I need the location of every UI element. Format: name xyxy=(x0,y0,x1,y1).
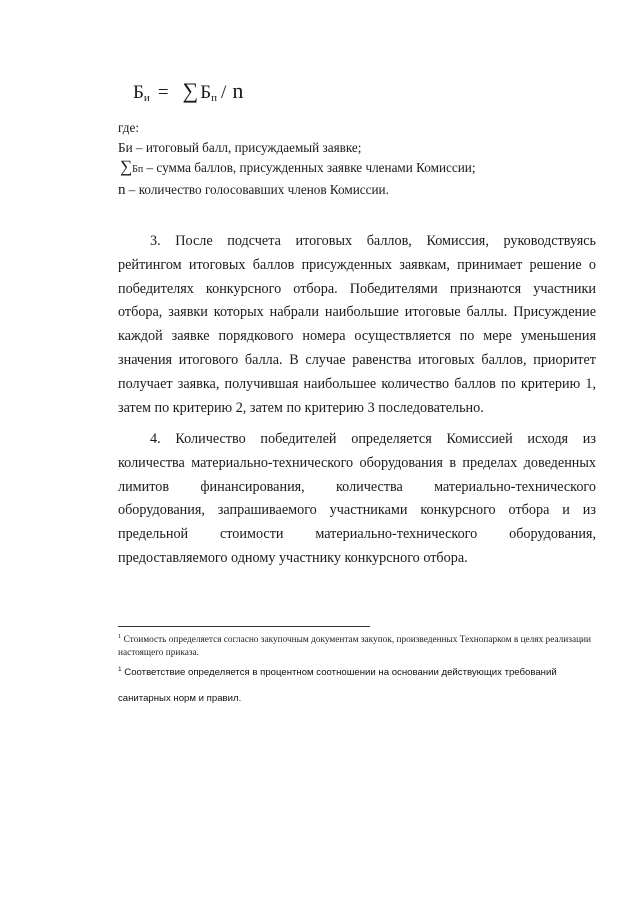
definition-line-1: Би – итоговый балл, присуждаемый заявке; xyxy=(118,139,362,155)
definition-line-2 xyxy=(118,157,476,180)
formula-rhs: Б xyxy=(200,82,212,103)
formula-definitions xyxy=(118,118,476,200)
definition-n-symbol: n xyxy=(118,181,126,198)
definition-sum-symbol: Б xyxy=(132,164,138,175)
formula-rhs-subscript: п xyxy=(211,92,218,104)
definition-line-3-text: – количество голосовавших членов Комиссии. xyxy=(125,181,389,197)
footnote-2 xyxy=(118,657,604,712)
footnote-2-mark: 1 xyxy=(118,666,122,673)
definition-line-2-text: – сумма баллов, присужденных заявке членами Комиссии; xyxy=(143,160,476,175)
definitions-where: где: xyxy=(118,120,139,135)
definition-line-3 xyxy=(118,180,476,201)
footnote-2-text: Соответствие определяется в процентном соотношении на основании действующих требований санитарных норм и правил. xyxy=(118,667,557,705)
footnote-separator xyxy=(118,626,370,627)
formula-lhs: Б xyxy=(133,82,144,103)
sigma-icon: ∑ xyxy=(182,78,199,103)
sigma-icon: ∑ xyxy=(120,157,133,176)
formula-slash: / xyxy=(221,82,227,103)
footnote-1-text: Стоимость определяется согласно закупочным документам закупок, произведенных Технопарком в целях реализации настоящего приказа. xyxy=(118,635,591,658)
footnote-1 xyxy=(118,631,604,659)
formula-n: n xyxy=(232,78,244,103)
paragraph-3: 3. После подсчета итоговых баллов, Комиссия, руководствуясь рейтингом итоговых баллов присужденных заявкам, принимает решение о победителях конкурсного отбора. Победителями признаются участники отбора, заявки которых набрали наибольшие итоговые баллы. Присуждение каждой заявке порядкового номера осуществляется по мере уменьшения значения итогового балла. В случае равенства итоговых баллов, приоритет получает заявка, получившая наибольшее количество баллов по критерию 1, затем по критерию 2, затем по критерию 3 последовательно. xyxy=(118,233,596,416)
formula xyxy=(133,78,243,104)
formula-lhs-subscript: и xyxy=(143,92,150,104)
paragraph-4: 4. Количество победителей определяется Комиссией исходя из количества материально-технического оборудования в пределах доведенных лимитов финансирования, количества материально-технического оборудования, запрашиваемого участниками конкурсного отбора и из предельной стоимости материально-технического оборудования, предоставляемого одному участнику конкурсного отбора. xyxy=(118,431,596,566)
formula-equals: = xyxy=(157,82,169,103)
footnote-1-mark: 1 xyxy=(118,633,122,640)
definition-sum-subscript: п xyxy=(137,164,144,175)
